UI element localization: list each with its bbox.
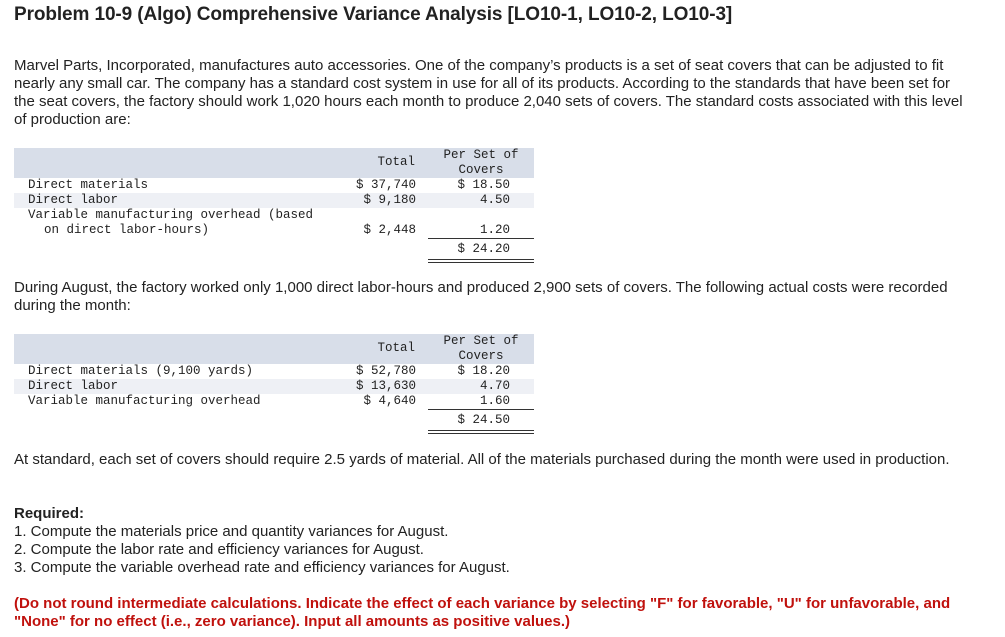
subtotal-underline <box>428 409 534 410</box>
header-per-line2: Covers <box>458 163 504 177</box>
header-per-line1: Per Set of <box>443 148 519 162</box>
table-total-row <box>14 242 534 257</box>
required-heading: Required: <box>14 505 85 522</box>
instructions-note: (Do not round intermediate calculations. Indicate the effect of each variance by selecting "F" for favorable, "U" for unfavorable, and "None" for no effect (i.e., zero variance). Input all amounts as positive values.) <box>14 595 951 630</box>
table-total-row <box>14 413 534 428</box>
row-total: $ 2,448 <box>363 223 416 237</box>
table-header <box>14 148 534 178</box>
table-row <box>14 394 534 409</box>
standard-paragraph: At standard, each set of covers should require 2.5 yards of material. All of the materials purchased during the month were used in production. <box>14 451 950 468</box>
total-per-set: $ 24.50 <box>457 413 510 427</box>
row-per-set: 1.20 <box>479 223 510 237</box>
header-per-line1: Per Set of <box>443 334 519 348</box>
row-per-set: $ 18.50 <box>457 178 510 192</box>
table-row <box>14 379 534 394</box>
row-per-set: 4.70 <box>479 379 510 393</box>
subtotal-underline <box>428 238 534 239</box>
row-label: Variable manufacturing overhead (based <box>28 208 314 222</box>
row-total: $ 52,780 <box>355 364 416 378</box>
header-total: Total <box>377 341 415 355</box>
header-per-line2: Covers <box>458 349 504 363</box>
actual-cost-table <box>14 334 534 428</box>
august-paragraph: During August, the factory worked only 1,000 direct labor-hours and produced 2,900 sets of covers. The following actual costs were recorded during the month: <box>14 279 948 314</box>
total-double-underline <box>428 259 534 263</box>
row-total: $ 13,630 <box>355 379 416 393</box>
table-row <box>14 223 534 238</box>
required-item: 2. Compute the labor rate and efficiency variances for August. <box>14 541 424 558</box>
row-label: Direct materials <box>28 178 149 192</box>
total-per-set: $ 24.20 <box>457 242 510 256</box>
table-header <box>14 334 534 364</box>
table-row <box>14 193 534 208</box>
required-item: 1. Compute the materials price and quantity variances for August. <box>14 523 449 540</box>
total-double-underline <box>428 430 534 434</box>
row-per-set: 1.60 <box>479 394 510 408</box>
header-total: Total <box>377 155 415 169</box>
standard-cost-table <box>14 148 534 257</box>
table-row <box>14 364 534 379</box>
header-per-set <box>428 148 534 178</box>
row-per-set: 4.50 <box>479 193 510 207</box>
required-item: 3. Compute the variable overhead rate and efficiency variances for August. <box>14 559 510 576</box>
row-label: Direct labor <box>28 193 119 207</box>
row-label-cont: on direct labor-hours) <box>44 223 210 237</box>
problem-title: Problem 10-9 (Algo) Comprehensive Variance Analysis [LO10-1, LO10-2, LO10-3] <box>14 4 733 25</box>
required-section <box>14 505 510 577</box>
table-row <box>14 178 534 193</box>
row-label: Direct labor <box>28 379 119 393</box>
table-row <box>14 208 534 223</box>
intro-paragraph: Marvel Parts, Incorporated, manufactures auto accessories. One of the company’s products is a set of seat covers that can be adjusted to fit nearly any small car. The company has a standard cost system in use for all of its products. According to the standards that have been set for the seat covers, the factory should work 1,020 hours each month to produce 2,040 sets of covers. The standard costs associated with this level of production are: <box>14 57 963 128</box>
header-per-set <box>428 334 534 364</box>
row-per-set: $ 18.20 <box>457 364 510 378</box>
row-total: $ 9,180 <box>363 193 416 207</box>
row-total: $ 4,640 <box>363 394 416 408</box>
row-total: $ 37,740 <box>355 178 416 192</box>
row-label: Variable manufacturing overhead <box>28 394 261 408</box>
row-label: Direct materials (9,100 yards) <box>28 364 254 378</box>
